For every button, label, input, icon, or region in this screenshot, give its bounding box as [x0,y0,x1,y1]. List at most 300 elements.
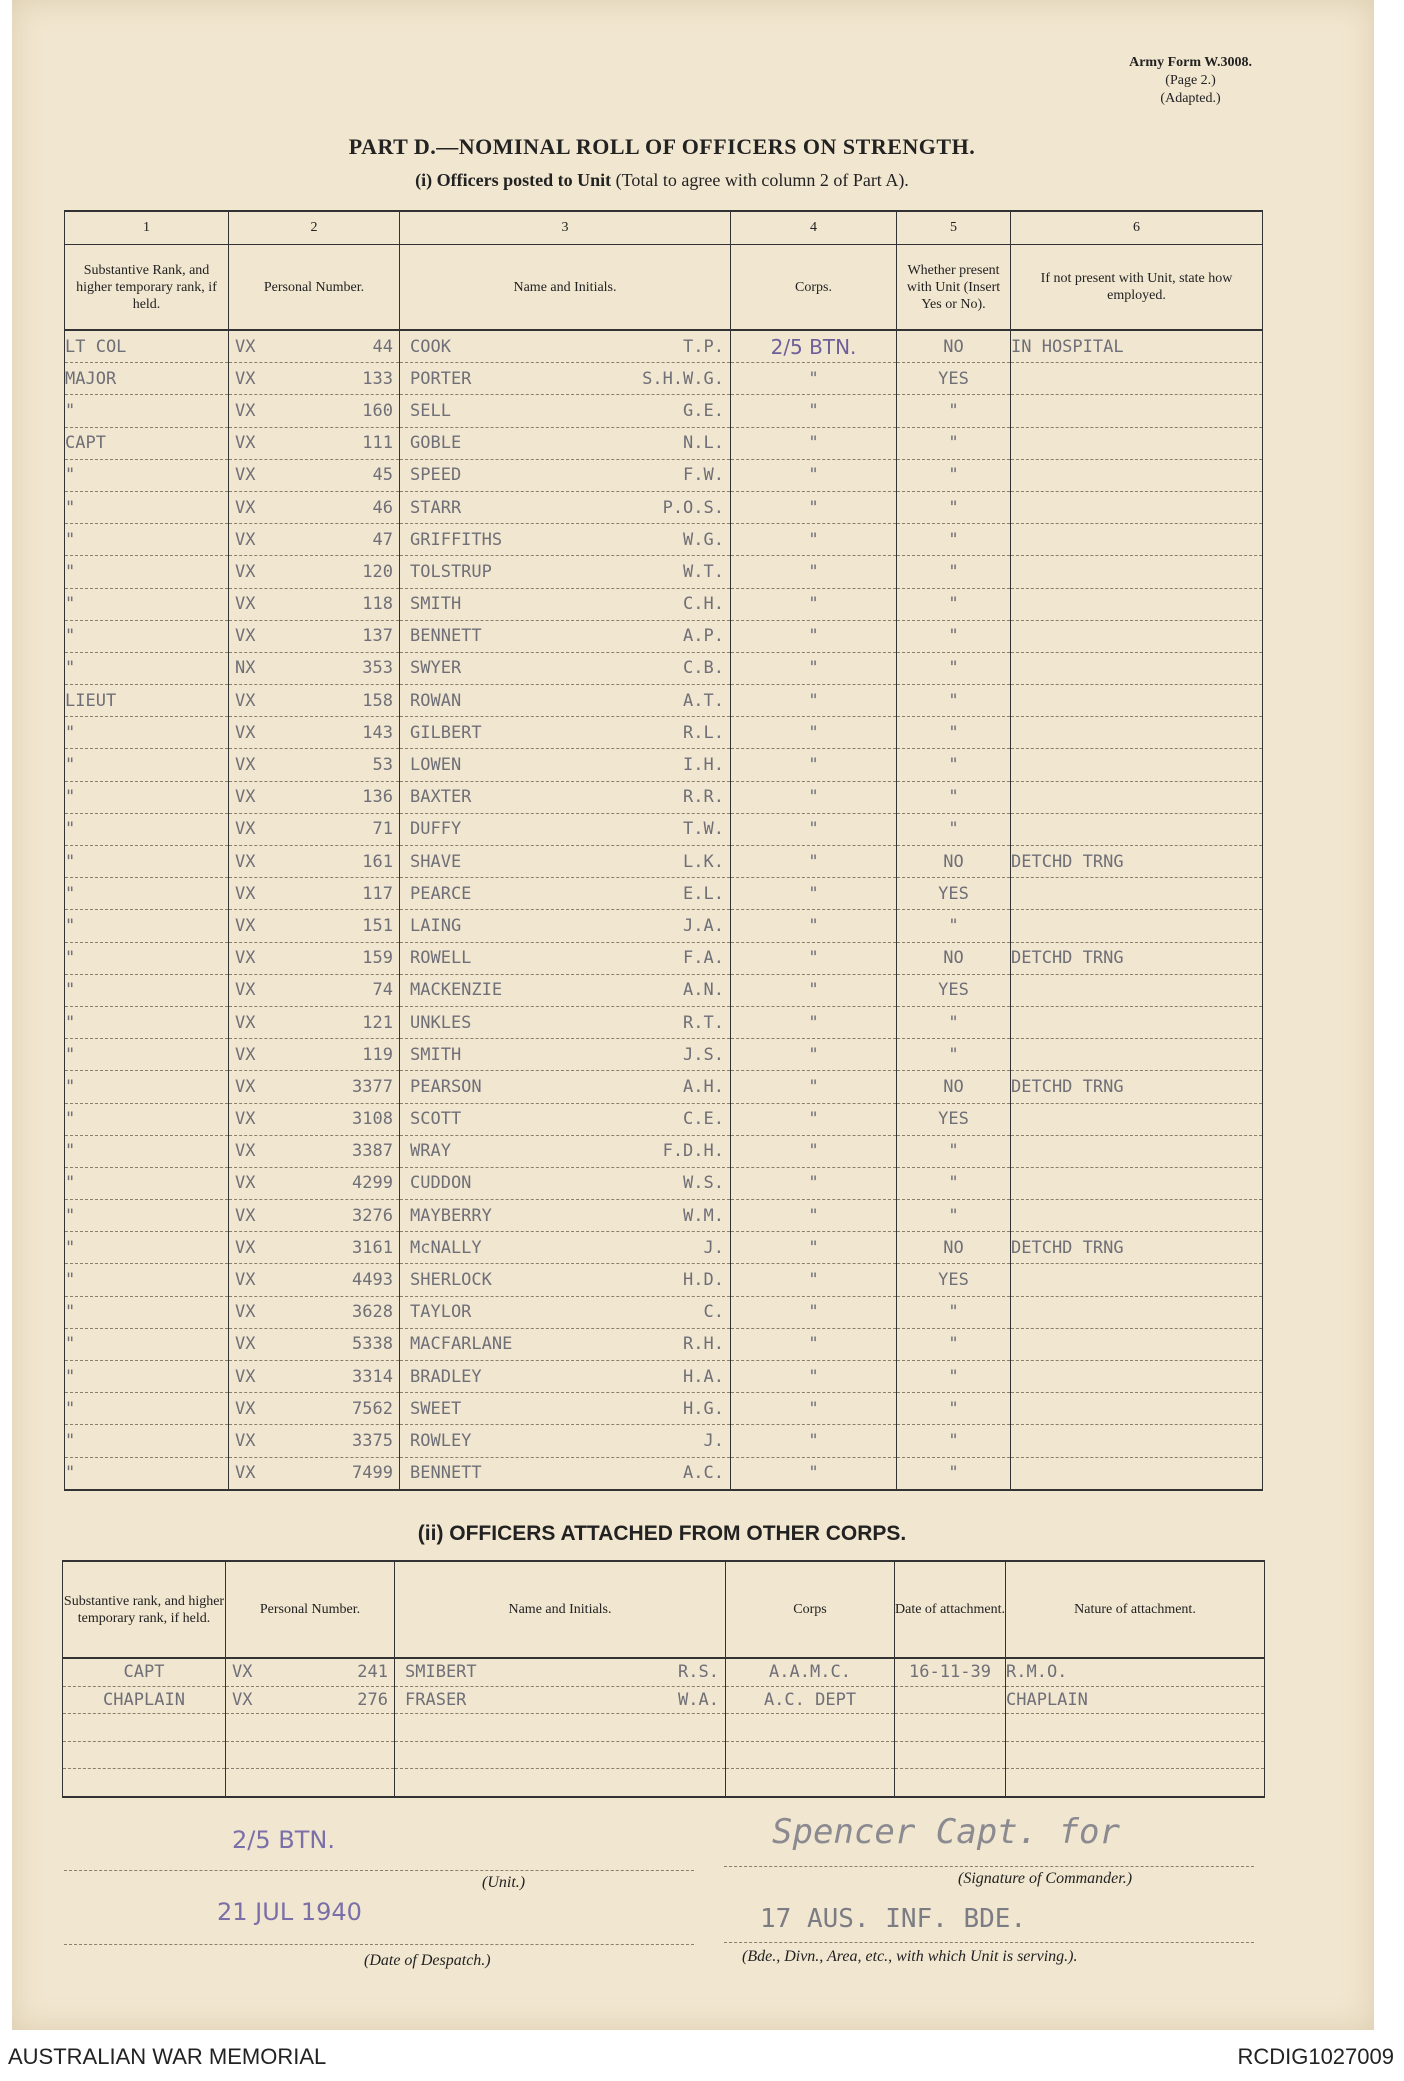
header-rank: Substantive Rank, and higher temporary rank, if held. [65,245,229,331]
rank-value: " [65,1141,76,1162]
personal-number [229,1270,399,1290]
employed-cell [1011,878,1263,910]
number-value: 3161 [352,1237,393,1258]
rank-cell [65,878,229,910]
number-prefix: VX [235,1076,256,1097]
rank-value: MAJOR [65,368,117,389]
table-row [65,459,1263,491]
surname: McNALLY [410,1237,482,1258]
col-number: 5 [897,211,1011,245]
present-value: " [948,1205,959,1226]
personal-number [229,1367,399,1387]
initials: W.T. [683,561,724,582]
rank-cell [65,781,229,813]
name-and-initials [400,337,730,357]
name-cell [400,363,731,395]
personal-number [229,401,399,421]
header-corps: Corps. [731,245,897,331]
corps-cell [731,1232,897,1264]
present-value: " [948,722,959,743]
name-cell [400,652,731,684]
rank-cell [65,1071,229,1103]
name-and-initials [400,369,730,389]
number-value: 3276 [352,1205,393,1226]
corps-value: " [808,368,819,389]
initials: R.L. [683,722,724,743]
col-number: 1 [65,211,229,245]
rank-cell [65,1296,229,1328]
number-value: 4299 [352,1173,393,1194]
present-cell [897,846,1011,878]
personal-number-cell [229,1071,400,1103]
corps-value: " [808,1366,819,1387]
brigade-entry: 17 AUS. INF. BDE. [760,1904,1027,1934]
name-and-initials [400,948,730,968]
number-prefix: VX [235,336,256,357]
corps-cell [731,1361,897,1393]
employed-cell [1011,1296,1263,1328]
nature-cell [1006,1769,1265,1797]
number-prefix: VX [235,883,256,904]
surname: ROWLEY [410,1430,472,1451]
personal-number-cell [229,974,400,1006]
corps-cell [731,1328,897,1360]
personal-number [229,626,399,646]
header-personal-number: Personal Number. [226,1561,395,1658]
rank-value: " [65,594,76,615]
employed-cell [1011,1232,1263,1264]
corps-cell [731,1135,897,1167]
initials: W.G. [683,529,724,550]
personal-number-cell [229,363,400,395]
table-row [65,1361,1263,1393]
col-number: 6 [1011,211,1263,245]
date-stamp: 21 JUL 1940 [217,1898,362,1926]
initials: H.G. [683,1398,724,1419]
present-cell [897,1039,1011,1071]
present-value: " [948,1044,959,1065]
name-cell [400,1328,731,1360]
corps-value: " [808,883,819,904]
personal-number [229,562,399,582]
table-row [65,1071,1263,1103]
employed-cell [1011,910,1263,942]
corps-cell [731,685,897,717]
employed-cell [1011,781,1263,813]
rank-value: " [65,1430,76,1451]
name-cell [400,1361,731,1393]
corps-value: " [808,1334,819,1355]
surname: LOWEN [410,755,462,776]
name-cell [400,974,731,1006]
number-value: 46 [372,497,393,518]
number-prefix: VX [235,948,256,969]
corps-cell [731,620,897,652]
subtitle-rest: (Total to agree with column 2 of Part A). [611,170,909,190]
corps-cell [731,556,897,588]
name-cell [400,1232,731,1264]
personal-number-cell [229,524,400,556]
initials: J. [703,1430,724,1451]
name-and-initials [400,1270,730,1290]
present-cell [897,1200,1011,1232]
number-prefix: VX [235,722,256,743]
date-cell [895,1686,1006,1714]
name-cell [400,1296,731,1328]
personal-number-cell [229,717,400,749]
number-value: 133 [362,368,393,389]
initials: J.S. [683,1044,724,1065]
corps-cell [731,459,897,491]
present-cell [897,363,1011,395]
date-line [64,1944,694,1945]
surname: SCOTT [410,1109,462,1130]
present-cell [897,910,1011,942]
personal-number-cell [229,1135,400,1167]
initials: L.K. [683,851,724,872]
corps-cell [731,1425,897,1457]
personal-number-cell [229,781,400,813]
rank-value: " [65,1044,76,1065]
corps-value: " [808,980,819,1001]
personal-number [229,1463,399,1483]
present-value: " [948,1398,959,1419]
rank-cell [65,1200,229,1232]
personal-number [229,691,399,711]
initials: I.H. [683,755,724,776]
rank-value: " [65,1237,76,1258]
employed-cell [1011,588,1263,620]
number-value: 4493 [352,1270,393,1291]
table-row [65,685,1263,717]
initials: W.A. [678,1689,719,1710]
present-cell [897,1071,1011,1103]
surname: STARR [410,497,462,518]
number-prefix: VX [235,497,256,518]
name-cell [400,910,731,942]
name-and-initials [400,498,730,518]
rank-cell [65,1232,229,1264]
surname: SMITH [410,594,462,615]
employed-cell [1011,524,1263,556]
initials: E.L. [683,883,724,904]
personal-number [229,1013,399,1033]
name-cell [400,813,731,845]
name-and-initials [400,1077,730,1097]
number-value: 158 [362,690,393,711]
number-prefix: VX [235,1302,256,1323]
personal-number-cell [229,878,400,910]
present-cell [897,459,1011,491]
corps-cell [731,942,897,974]
rank-cell [65,813,229,845]
initials: C.B. [683,658,724,679]
number-value: 47 [372,529,393,550]
present-value: " [948,658,959,679]
present-cell [897,685,1011,717]
initials: W.M. [683,1205,724,1226]
table-row [65,1167,1263,1199]
table-row [65,910,1263,942]
surname: BAXTER [410,787,472,808]
name-cell [400,846,731,878]
initials: T.P. [683,336,724,357]
brigade-line [724,1942,1254,1943]
table-row [65,1232,1263,1264]
corps-value: " [808,819,819,840]
number-prefix: VX [235,1270,256,1291]
initials: A.T. [683,690,724,711]
name-cell [400,620,731,652]
name-and-initials [400,1334,730,1354]
attached-header-row [63,1561,1265,1658]
name-and-initials [400,1206,730,1226]
number-value: 353 [362,658,393,679]
present-cell [897,395,1011,427]
corps-cell [731,846,897,878]
attached-section-title: (ii) OFFICERS ATTACHED FROM OTHER CORPS. [417,1522,907,1545]
personal-number [229,369,399,389]
table-row [65,1425,1263,1457]
number-value: 151 [362,915,393,936]
rank-cell [65,459,229,491]
number-value: 7499 [352,1463,393,1484]
name-cell [395,1686,726,1714]
corps-cell [731,717,897,749]
corps-value: A.A.M.C. [769,1662,851,1683]
part-d-title: PART D.—NOMINAL ROLL OF OFFICERS ON STRENGTH. [348,134,976,159]
corps-value: " [808,658,819,679]
number-value: 74 [372,980,393,1001]
number-value: 137 [362,626,393,647]
commander-signature: Spencer Capt. for [772,1812,1120,1852]
corps-value: " [808,1205,819,1226]
corps-value: " [808,1012,819,1033]
name-and-initials [400,884,730,904]
corps-value: " [808,1141,819,1162]
name-cell [400,1135,731,1167]
rank-cell [65,330,229,363]
number-prefix: VX [235,1205,256,1226]
present-value: " [948,497,959,518]
personal-number [229,1431,399,1451]
present-value: NO [943,336,964,357]
table-row [65,1264,1263,1296]
number-value: 111 [362,433,393,454]
corps-value: " [808,787,819,808]
name-cell [400,1103,731,1135]
name-and-initials [400,465,730,485]
personal-number [229,1238,399,1258]
personal-number [229,980,399,1000]
name-and-initials [400,980,730,1000]
surname: LAING [410,915,462,936]
personal-number [226,1690,394,1710]
personal-number-cell [229,1264,400,1296]
rank-cell [65,685,229,717]
table-row [65,1135,1263,1167]
table-row [65,652,1263,684]
table-row [65,717,1263,749]
corps-cell [731,749,897,781]
personal-number [229,1045,399,1065]
corps-value: " [808,948,819,969]
corps-cell [726,1686,895,1714]
table-row [65,1200,1263,1232]
personal-number-cell [226,1714,395,1742]
personal-number [229,594,399,614]
number-value: 3375 [352,1430,393,1451]
header-date-of-attachment: Date of attachment. [895,1561,1006,1658]
employed-cell [1011,620,1263,652]
number-value: 160 [362,400,393,421]
present-cell [897,942,1011,974]
employed-cell [1011,395,1263,427]
employed-value: DETCHD TRNG [1011,851,1124,872]
name-cell [395,1769,726,1797]
present-cell [897,1167,1011,1199]
corps-cell [731,1071,897,1103]
personal-number [229,819,399,839]
surname: SELL [410,400,451,421]
corps-cell [731,1200,897,1232]
date-cell [895,1658,1006,1686]
corps-cell [731,491,897,523]
corps-cell [731,878,897,910]
rank-value: " [65,851,76,872]
personal-number [229,1399,399,1419]
rank-value: CAPT [123,1662,165,1683]
rank-cell [65,395,229,427]
personal-number [229,498,399,518]
present-cell [897,1103,1011,1135]
name-cell [400,1167,731,1199]
surname: UNKLES [410,1012,472,1033]
number-value: 3628 [352,1302,393,1323]
table-row [65,781,1263,813]
rank-cell [63,1769,226,1797]
employed-cell [1011,974,1263,1006]
surname: MACKENZIE [410,980,503,1001]
table-row [65,1393,1263,1425]
number-prefix: VX [235,626,256,647]
rank-value: " [65,1270,76,1291]
rank-value: CAPT [65,433,106,454]
name-cell [400,749,731,781]
surname: BENNETT [410,626,482,647]
surname: BENNETT [410,1463,482,1484]
personal-number-cell [229,427,400,459]
rank-value: " [65,1302,76,1323]
number-value: 7562 [352,1398,393,1419]
officers-attached-table [62,1560,1265,1798]
rank-value: " [65,980,76,1001]
number-prefix: VX [235,915,256,936]
document-page [12,0,1374,2030]
table-row [65,942,1263,974]
initials: R.H. [683,1334,724,1355]
corps-cell [731,1457,897,1490]
table-row [63,1714,1265,1742]
name-and-initials [400,852,730,872]
number-value: 118 [362,594,393,615]
number-prefix: VX [235,594,256,615]
number-prefix: VX [235,851,256,872]
personal-number-cell [229,1328,400,1360]
header-employed: If not present with Unit, state how employed. [1011,245,1263,331]
name-and-initials [400,1173,730,1193]
present-cell [897,620,1011,652]
present-cell [897,781,1011,813]
employed-cell [1011,846,1263,878]
employed-cell [1011,749,1263,781]
number-prefix: VX [235,787,256,808]
personal-number-cell [229,1006,400,1038]
number-prefix: NX [235,658,256,679]
number-prefix: VX [235,1463,256,1484]
corps-value: " [808,690,819,711]
present-cell [897,652,1011,684]
name-and-initials [400,787,730,807]
employed-cell [1011,1328,1263,1360]
surname: PEARCE [410,883,472,904]
rank-value: " [65,497,76,518]
initials: H.A. [683,1366,724,1387]
table-row [65,1328,1263,1360]
present-cell [897,1135,1011,1167]
name-cell [400,330,731,363]
present-cell [897,813,1011,845]
surname: COOK [410,336,451,357]
number-value: 119 [362,1044,393,1065]
name-cell [395,1658,726,1686]
date-of-despatch-label: (Date of Despatch.) [364,1952,491,1969]
personal-number [229,787,399,807]
name-and-initials [395,1662,725,1682]
employed-cell [1011,330,1263,363]
table-row [65,1006,1263,1038]
personal-number-cell [226,1686,395,1714]
initials: F.A. [683,948,724,969]
number-prefix: VX [235,368,256,389]
rank-cell [65,1425,229,1457]
name-and-initials [400,691,730,711]
number-value: 143 [362,722,393,743]
present-value: NO [943,851,964,872]
number-prefix: VX [235,980,256,1001]
rank-cell [65,717,229,749]
name-cell [400,556,731,588]
employed-cell [1011,1071,1263,1103]
column-number-row [65,211,1263,245]
present-cell [897,1425,1011,1457]
personal-number-cell [229,942,400,974]
present-value: " [948,1302,959,1323]
present-cell [897,878,1011,910]
personal-number-cell [229,330,400,363]
corps-value: " [808,1398,819,1419]
name-and-initials [400,1399,730,1419]
corps-cell [731,330,897,363]
rank-value: " [65,1398,76,1419]
col-number: 2 [229,211,400,245]
corps-value: " [808,1237,819,1258]
form-identifier [1129,54,1252,108]
number-value: 71 [372,819,393,840]
surname: GRIFFITHS [410,529,503,550]
present-value: " [948,1141,959,1162]
header-corps: Corps [726,1561,895,1658]
